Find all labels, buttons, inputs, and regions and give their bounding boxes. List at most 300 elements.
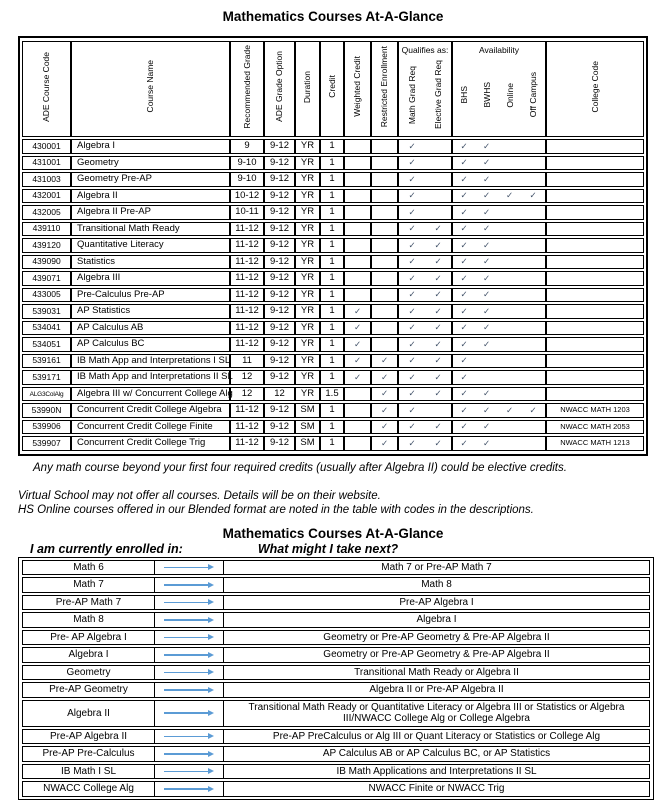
right-arrow-icon — [164, 599, 214, 605]
cell-college-code — [546, 337, 644, 352]
arrow-cell — [155, 648, 224, 662]
cell-duration: YR — [295, 156, 320, 171]
cell-restricted-enrollment-check: ✓ — [371, 354, 398, 369]
cell-credit: 1 — [320, 288, 344, 303]
cell-bhs-check: ✓ — [452, 255, 475, 270]
cell-college-code: NWACC MATH 1203 — [546, 403, 644, 418]
cell-course-name: Algebra III — [71, 271, 230, 286]
cell-off-campus-check — [521, 172, 546, 187]
cell-college-code — [546, 172, 644, 187]
table-row — [22, 370, 644, 385]
cell-course-name: AP Statistics — [71, 304, 230, 319]
cell-duration: YR — [295, 288, 320, 303]
cell-ade-course-code: 431001 — [22, 156, 71, 171]
current-course: Math 8 — [23, 613, 155, 627]
progression-row — [22, 746, 650, 762]
right-arrow-icon — [164, 634, 214, 640]
cell-elective-grad-req-check: ✓ — [425, 321, 452, 336]
cell-off-campus-check: ✓ — [521, 189, 546, 204]
cell-bwhs-check: ✓ — [475, 189, 498, 204]
cell-elective-grad-req-check — [425, 205, 452, 220]
cell-bhs-check: ✓ — [452, 387, 475, 402]
cell-college-code — [546, 139, 644, 154]
cell-restricted-enrollment-check — [371, 205, 398, 220]
cell-off-campus-check — [521, 238, 546, 253]
cell-ade-course-code: 433005 — [22, 288, 71, 303]
table-row — [22, 321, 644, 336]
next-course: Math 8 — [421, 579, 452, 591]
cell-off-campus-check — [521, 288, 546, 303]
cell-college-code — [546, 222, 644, 237]
cell-off-campus-check — [521, 156, 546, 171]
col-header-course-name: Course Name — [71, 41, 230, 137]
col-header-weighted-credit: Weighted Credit — [344, 41, 371, 137]
cell-credit: 1 — [320, 271, 344, 286]
cell-bwhs-check: ✓ — [475, 255, 498, 270]
page-title: Mathematics Courses At-A-Glance — [222, 9, 444, 24]
arrow-cell — [155, 765, 224, 779]
cell-restricted-enrollment-check — [371, 222, 398, 237]
cell-recommended-grade: 11-12 — [230, 403, 264, 418]
cell-bwhs-check: ✓ — [475, 139, 498, 154]
cell-bhs-check: ✓ — [452, 370, 475, 385]
cell-recommended-grade: 11-12 — [230, 420, 264, 435]
col-header-bhs: BHS — [459, 86, 470, 104]
cell-bwhs-check — [475, 370, 498, 385]
col-header-recommended-grade: Recommended Grade — [230, 41, 264, 137]
cell-ade-course-code: 439090 — [22, 255, 71, 270]
cell-duration: YR — [295, 222, 320, 237]
cell-math-grad-req-check: ✓ — [398, 387, 425, 402]
cell-online-check — [498, 271, 521, 286]
cell-ade-grade-option: 9-12 — [264, 288, 295, 303]
cell-off-campus-check — [521, 337, 546, 352]
col-header-online: Online — [505, 82, 516, 108]
next-course: Pre-AP PreCalculus or Alg III or Quant Literacy or Statistics or College Alg — [272, 730, 601, 742]
cell-duration: YR — [295, 304, 320, 319]
cell-online-check — [498, 370, 521, 385]
arrow-cell — [155, 596, 224, 610]
cell-weighted-credit-check — [344, 238, 371, 253]
cell-restricted-enrollment-check: ✓ — [371, 436, 398, 451]
cell-ade-course-code: 534041 — [22, 321, 71, 336]
cell-off-campus-check — [521, 370, 546, 385]
cell-course-name: Algebra II Pre-AP — [71, 205, 230, 220]
cell-credit: 1 — [320, 420, 344, 435]
cell-off-campus-check — [521, 436, 546, 451]
col-header-math-grad-req: Math Grad Req — [406, 65, 417, 125]
cell-online-check — [498, 205, 521, 220]
cell-math-grad-req-check: ✓ — [398, 238, 425, 253]
cell-ade-grade-option: 9-12 — [264, 304, 295, 319]
cell-recommended-grade: 11 — [230, 354, 264, 369]
cell-ade-grade-option: 9-12 — [264, 337, 295, 352]
arrow-cell — [155, 578, 224, 592]
table-row — [22, 139, 644, 154]
cell-college-code — [546, 238, 644, 253]
right-arrow-icon — [164, 786, 214, 792]
cell-bwhs-check: ✓ — [475, 156, 498, 171]
cell-college-code — [546, 387, 644, 402]
cell-bwhs-check: ✓ — [475, 172, 498, 187]
arrow-cell — [155, 701, 224, 726]
table-row — [22, 222, 644, 237]
current-course: IB Math I SL — [23, 765, 155, 779]
cell-recommended-grade: 11-12 — [230, 436, 264, 451]
right-arrow-icon — [164, 564, 214, 570]
table-row — [22, 420, 644, 435]
table-row — [22, 337, 644, 352]
cell-weighted-credit-check: ✓ — [344, 337, 371, 352]
cell-math-grad-req-check: ✓ — [398, 189, 425, 204]
next-course: AP Calculus AB or AP Calculus BC, or AP Statistics — [322, 748, 551, 760]
cell-online-check — [498, 172, 521, 187]
cell-course-name: Geometry — [71, 156, 230, 171]
cell-bhs-check: ✓ — [452, 139, 475, 154]
cell-course-name: Geometry Pre-AP — [71, 172, 230, 187]
note-hs-online: HS Online courses offered in our Blended format are noted in the table with codes in the descriptions. — [18, 504, 534, 517]
cell-off-campus-check: ✓ — [521, 403, 546, 418]
cell-duration: YR — [295, 172, 320, 187]
cell-restricted-enrollment-check — [371, 189, 398, 204]
cell-course-name: Concurrent Credit College Finite — [71, 420, 230, 435]
cell-credit: 1 — [320, 139, 344, 154]
cell-restricted-enrollment-check — [371, 172, 398, 187]
cell-ade-course-code: 539031 — [22, 304, 71, 319]
cell-recommended-grade: 11-12 — [230, 271, 264, 286]
cell-recommended-grade: 11-12 — [230, 255, 264, 270]
cell-credit: 1 — [320, 436, 344, 451]
cell-bhs-check: ✓ — [452, 403, 475, 418]
current-course: Pre-AP Geometry — [23, 683, 155, 697]
cell-ade-grade-option: 9-12 — [264, 205, 295, 220]
cell-ade-grade-option: 9-12 — [264, 139, 295, 154]
progression-row — [22, 647, 650, 663]
cell-college-code — [546, 271, 644, 286]
cell-ade-grade-option: 9-12 — [264, 156, 295, 171]
cell-ade-grade-option: 9-12 — [264, 321, 295, 336]
take-next-header: What might I take next? — [257, 541, 399, 556]
cell-ade-grade-option: 9-12 — [264, 238, 295, 253]
note-virtual-school: Virtual School may not offer all courses. Details will be on their website. — [18, 489, 381, 502]
cell-college-code — [546, 189, 644, 204]
cell-bwhs-check: ✓ — [475, 337, 498, 352]
cell-bhs-check: ✓ — [452, 354, 475, 369]
cell-elective-grad-req-check: ✓ — [425, 222, 452, 237]
qualifies-group-label: Qualifies as: — [401, 45, 449, 56]
cell-online-check — [498, 222, 521, 237]
cell-bwhs-check: ✓ — [475, 403, 498, 418]
cell-recommended-grade: 12 — [230, 370, 264, 385]
cell-ade-course-code: 439110 — [22, 222, 71, 237]
cell-elective-grad-req-check: ✓ — [425, 255, 452, 270]
current-course: Pre-AP Algebra II — [23, 730, 155, 744]
cell-duration: YR — [295, 337, 320, 352]
right-arrow-icon — [164, 669, 214, 675]
current-course: NWACC College Alg — [23, 782, 155, 796]
right-arrow-icon — [164, 751, 214, 757]
availability-group-label: Availability — [479, 45, 520, 56]
cell-ade-grade-option: 9-12 — [264, 403, 295, 418]
cell-weighted-credit-check — [344, 255, 371, 270]
cell-credit: 1 — [320, 370, 344, 385]
cell-weighted-credit-check — [344, 420, 371, 435]
cell-recommended-grade: 11-12 — [230, 321, 264, 336]
cell-restricted-enrollment-check: ✓ — [371, 420, 398, 435]
cell-ade-grade-option: 9-12 — [264, 420, 295, 435]
cell-duration: YR — [295, 255, 320, 270]
cell-bhs-check: ✓ — [452, 288, 475, 303]
cell-elective-grad-req-check — [425, 172, 452, 187]
cell-restricted-enrollment-check — [371, 238, 398, 253]
progression-headers — [30, 542, 666, 556]
cell-elective-grad-req-check: ✓ — [425, 337, 452, 352]
cell-credit: 1 — [320, 189, 344, 204]
cell-weighted-credit-check — [344, 189, 371, 204]
cell-course-name: Algebra I — [71, 139, 230, 154]
cell-credit: 1 — [320, 403, 344, 418]
cell-ade-course-code: 432001 — [22, 189, 71, 204]
current-course: Math 7 — [23, 578, 155, 592]
cell-off-campus-check — [521, 139, 546, 154]
cell-duration: YR — [295, 354, 320, 369]
cell-course-name: IB Math App and Interpretations I SL — [71, 354, 230, 369]
table-row — [22, 387, 644, 402]
cell-online-check — [498, 238, 521, 253]
cell-recommended-grade: 9 — [230, 139, 264, 154]
cell-recommended-grade: 11-12 — [230, 238, 264, 253]
right-arrow-icon — [164, 687, 214, 693]
cell-credit: 1 — [320, 354, 344, 369]
table-row — [22, 238, 644, 253]
arrow-cell — [155, 730, 224, 744]
cell-bhs-check: ✓ — [452, 156, 475, 171]
cell-off-campus-check — [521, 354, 546, 369]
cell-bhs-check: ✓ — [452, 189, 475, 204]
cell-ade-course-code: ALG3ColAlg — [22, 387, 71, 402]
arrow-cell — [155, 747, 224, 761]
current-course: Pre-AP Pre-Calculus — [23, 747, 155, 761]
cell-credit: 1 — [320, 255, 344, 270]
right-arrow-icon — [164, 652, 214, 658]
cell-bhs-check: ✓ — [452, 321, 475, 336]
cell-credit: 1 — [320, 238, 344, 253]
cell-bhs-check: ✓ — [452, 304, 475, 319]
cell-duration: YR — [295, 271, 320, 286]
cell-online-check: ✓ — [498, 189, 521, 204]
cell-weighted-credit-check — [344, 205, 371, 220]
cell-weighted-credit-check — [344, 139, 371, 154]
cell-course-name: Algebra III w/ Concurrent College Alg — [71, 387, 230, 402]
courses-table — [18, 36, 648, 456]
cell-ade-grade-option: 9-12 — [264, 222, 295, 237]
cell-elective-grad-req-check — [425, 403, 452, 418]
cell-math-grad-req-check: ✓ — [398, 436, 425, 451]
cell-duration: SM — [295, 436, 320, 451]
cell-weighted-credit-check — [344, 271, 371, 286]
cell-bwhs-check: ✓ — [475, 387, 498, 402]
cell-credit: 1 — [320, 321, 344, 336]
progression-table — [18, 557, 654, 800]
cell-ade-grade-option: 9-12 — [264, 172, 295, 187]
cell-online-check — [498, 354, 521, 369]
cell-bwhs-check: ✓ — [475, 304, 498, 319]
cell-online-check — [498, 255, 521, 270]
table-row — [22, 288, 644, 303]
table-row — [22, 189, 644, 204]
cell-college-code — [546, 205, 644, 220]
cell-ade-grade-option: 12 — [264, 387, 295, 402]
right-arrow-icon — [164, 617, 214, 623]
cell-ade-course-code: 431003 — [22, 172, 71, 187]
progression-title: Mathematics Courses At-A-Glance — [222, 525, 444, 541]
cell-bwhs-check: ✓ — [475, 238, 498, 253]
cell-duration: SM — [295, 420, 320, 435]
cell-recommended-grade: 9-10 — [230, 156, 264, 171]
right-arrow-icon — [164, 733, 214, 739]
cell-elective-grad-req-check: ✓ — [425, 354, 452, 369]
cell-math-grad-req-check: ✓ — [398, 337, 425, 352]
progression-row — [22, 700, 650, 727]
progression-row — [22, 577, 650, 593]
cell-course-name: Algebra II — [71, 189, 230, 204]
cell-math-grad-req-check: ✓ — [398, 403, 425, 418]
cell-bhs-check: ✓ — [452, 436, 475, 451]
cell-ade-course-code: 430001 — [22, 139, 71, 154]
cell-online-check — [498, 337, 521, 352]
cell-bwhs-check: ✓ — [475, 271, 498, 286]
cell-elective-grad-req-check — [425, 156, 452, 171]
table-row — [22, 255, 644, 270]
cell-weighted-credit-check — [344, 403, 371, 418]
cell-bhs-check: ✓ — [452, 172, 475, 187]
arrow-cell — [155, 561, 224, 575]
table-row — [22, 271, 644, 286]
cell-elective-grad-req-check: ✓ — [425, 304, 452, 319]
cell-elective-grad-req-check: ✓ — [425, 271, 452, 286]
cell-college-code — [546, 156, 644, 171]
cell-bhs-check: ✓ — [452, 238, 475, 253]
cell-bwhs-check: ✓ — [475, 222, 498, 237]
col-header-bwhs: BWHS — [482, 82, 493, 108]
cell-online-check — [498, 156, 521, 171]
cell-off-campus-check — [521, 420, 546, 435]
cell-math-grad-req-check: ✓ — [398, 271, 425, 286]
cell-bwhs-check: ✓ — [475, 436, 498, 451]
cell-math-grad-req-check: ✓ — [398, 172, 425, 187]
cell-weighted-credit-check — [344, 387, 371, 402]
col-header-credit: Credit — [320, 41, 344, 137]
header-row — [22, 41, 644, 137]
cell-recommended-grade: 11-12 — [230, 304, 264, 319]
col-header-ade-grade-option: ADE Grade Option — [264, 41, 295, 137]
cell-weighted-credit-check — [344, 288, 371, 303]
cell-ade-course-code: 539171 — [22, 370, 71, 385]
current-course: Math 6 — [23, 561, 155, 575]
cell-ade-grade-option: 9-12 — [264, 436, 295, 451]
next-course: NWACC Finite or NWACC Trig — [368, 783, 505, 795]
cell-weighted-credit-check: ✓ — [344, 354, 371, 369]
progression-row — [22, 595, 650, 611]
col-header-ade-course-code: ADE Course Code — [22, 41, 71, 137]
col-header-off-campus: Off Campus — [528, 72, 539, 118]
next-course: Geometry or Pre-AP Geometry & Pre-AP Algebra II — [323, 631, 550, 643]
cell-course-name: Concurrent Credit College Trig — [71, 436, 230, 451]
cell-college-code — [546, 255, 644, 270]
next-course: Transitional Math Ready or Quantitative Literacy or Algebra III or Statistics or Algebra III/NWACC College Alg or College Algebra — [248, 701, 625, 725]
cell-ade-course-code: 432005 — [22, 205, 71, 220]
cell-bwhs-check: ✓ — [475, 205, 498, 220]
cell-restricted-enrollment-check — [371, 156, 398, 171]
cell-elective-grad-req-check — [425, 139, 452, 154]
cell-ade-course-code: 539907 — [22, 436, 71, 451]
cell-elective-grad-req-check: ✓ — [425, 420, 452, 435]
progression-row — [22, 630, 650, 646]
cell-credit: 1 — [320, 172, 344, 187]
cell-online-check — [498, 304, 521, 319]
col-header-college-code: College Code — [546, 41, 644, 137]
arrow-cell — [155, 782, 224, 796]
arrow-cell — [155, 666, 224, 680]
cell-online-check — [498, 139, 521, 154]
cell-weighted-credit-check — [344, 222, 371, 237]
cell-elective-grad-req-check: ✓ — [425, 370, 452, 385]
cell-duration: YR — [295, 238, 320, 253]
cell-credit: 1 — [320, 304, 344, 319]
cell-elective-grad-req-check: ✓ — [425, 387, 452, 402]
cell-ade-course-code: 53990N — [22, 403, 71, 418]
col-header-elective-grad-req: Elective Grad Req — [432, 60, 443, 130]
table-row — [22, 172, 644, 187]
cell-off-campus-check — [521, 271, 546, 286]
cell-restricted-enrollment-check — [371, 255, 398, 270]
cell-math-grad-req-check: ✓ — [398, 139, 425, 154]
cell-ade-grade-option: 9-12 — [264, 271, 295, 286]
cell-math-grad-req-check: ✓ — [398, 288, 425, 303]
cell-course-name: Pre-Calculus Pre-AP — [71, 288, 230, 303]
col-group-availability — [452, 41, 546, 137]
progression-row — [22, 682, 650, 698]
cell-online-check: ✓ — [498, 403, 521, 418]
col-group-qualifies-as — [398, 41, 452, 137]
cell-course-name: IB Math App and Interpretations II SL — [71, 370, 230, 385]
cell-duration: YR — [295, 370, 320, 385]
cell-college-code: NWACC MATH 2053 — [546, 420, 644, 435]
cell-off-campus-check — [521, 304, 546, 319]
cell-ade-grade-option: 9-12 — [264, 255, 295, 270]
cell-credit: 1 — [320, 337, 344, 352]
table-row — [22, 354, 644, 369]
cell-duration: SM — [295, 403, 320, 418]
cell-credit: 1 — [320, 222, 344, 237]
current-course: Geometry — [23, 666, 155, 680]
cell-weighted-credit-check: ✓ — [344, 304, 371, 319]
right-arrow-icon — [164, 582, 214, 588]
cell-math-grad-req-check: ✓ — [398, 205, 425, 220]
cell-off-campus-check — [521, 321, 546, 336]
cell-course-name: AP Calculus BC — [71, 337, 230, 352]
cell-college-code — [546, 321, 644, 336]
cell-ade-grade-option: 9-12 — [264, 189, 295, 204]
cell-math-grad-req-check: ✓ — [398, 304, 425, 319]
table-row — [22, 156, 644, 171]
progression-row — [22, 612, 650, 628]
cell-weighted-credit-check: ✓ — [344, 321, 371, 336]
arrow-cell — [155, 631, 224, 645]
cell-elective-grad-req-check: ✓ — [425, 238, 452, 253]
cell-bwhs-check: ✓ — [475, 420, 498, 435]
next-course: Pre-AP Algebra I — [399, 596, 474, 608]
